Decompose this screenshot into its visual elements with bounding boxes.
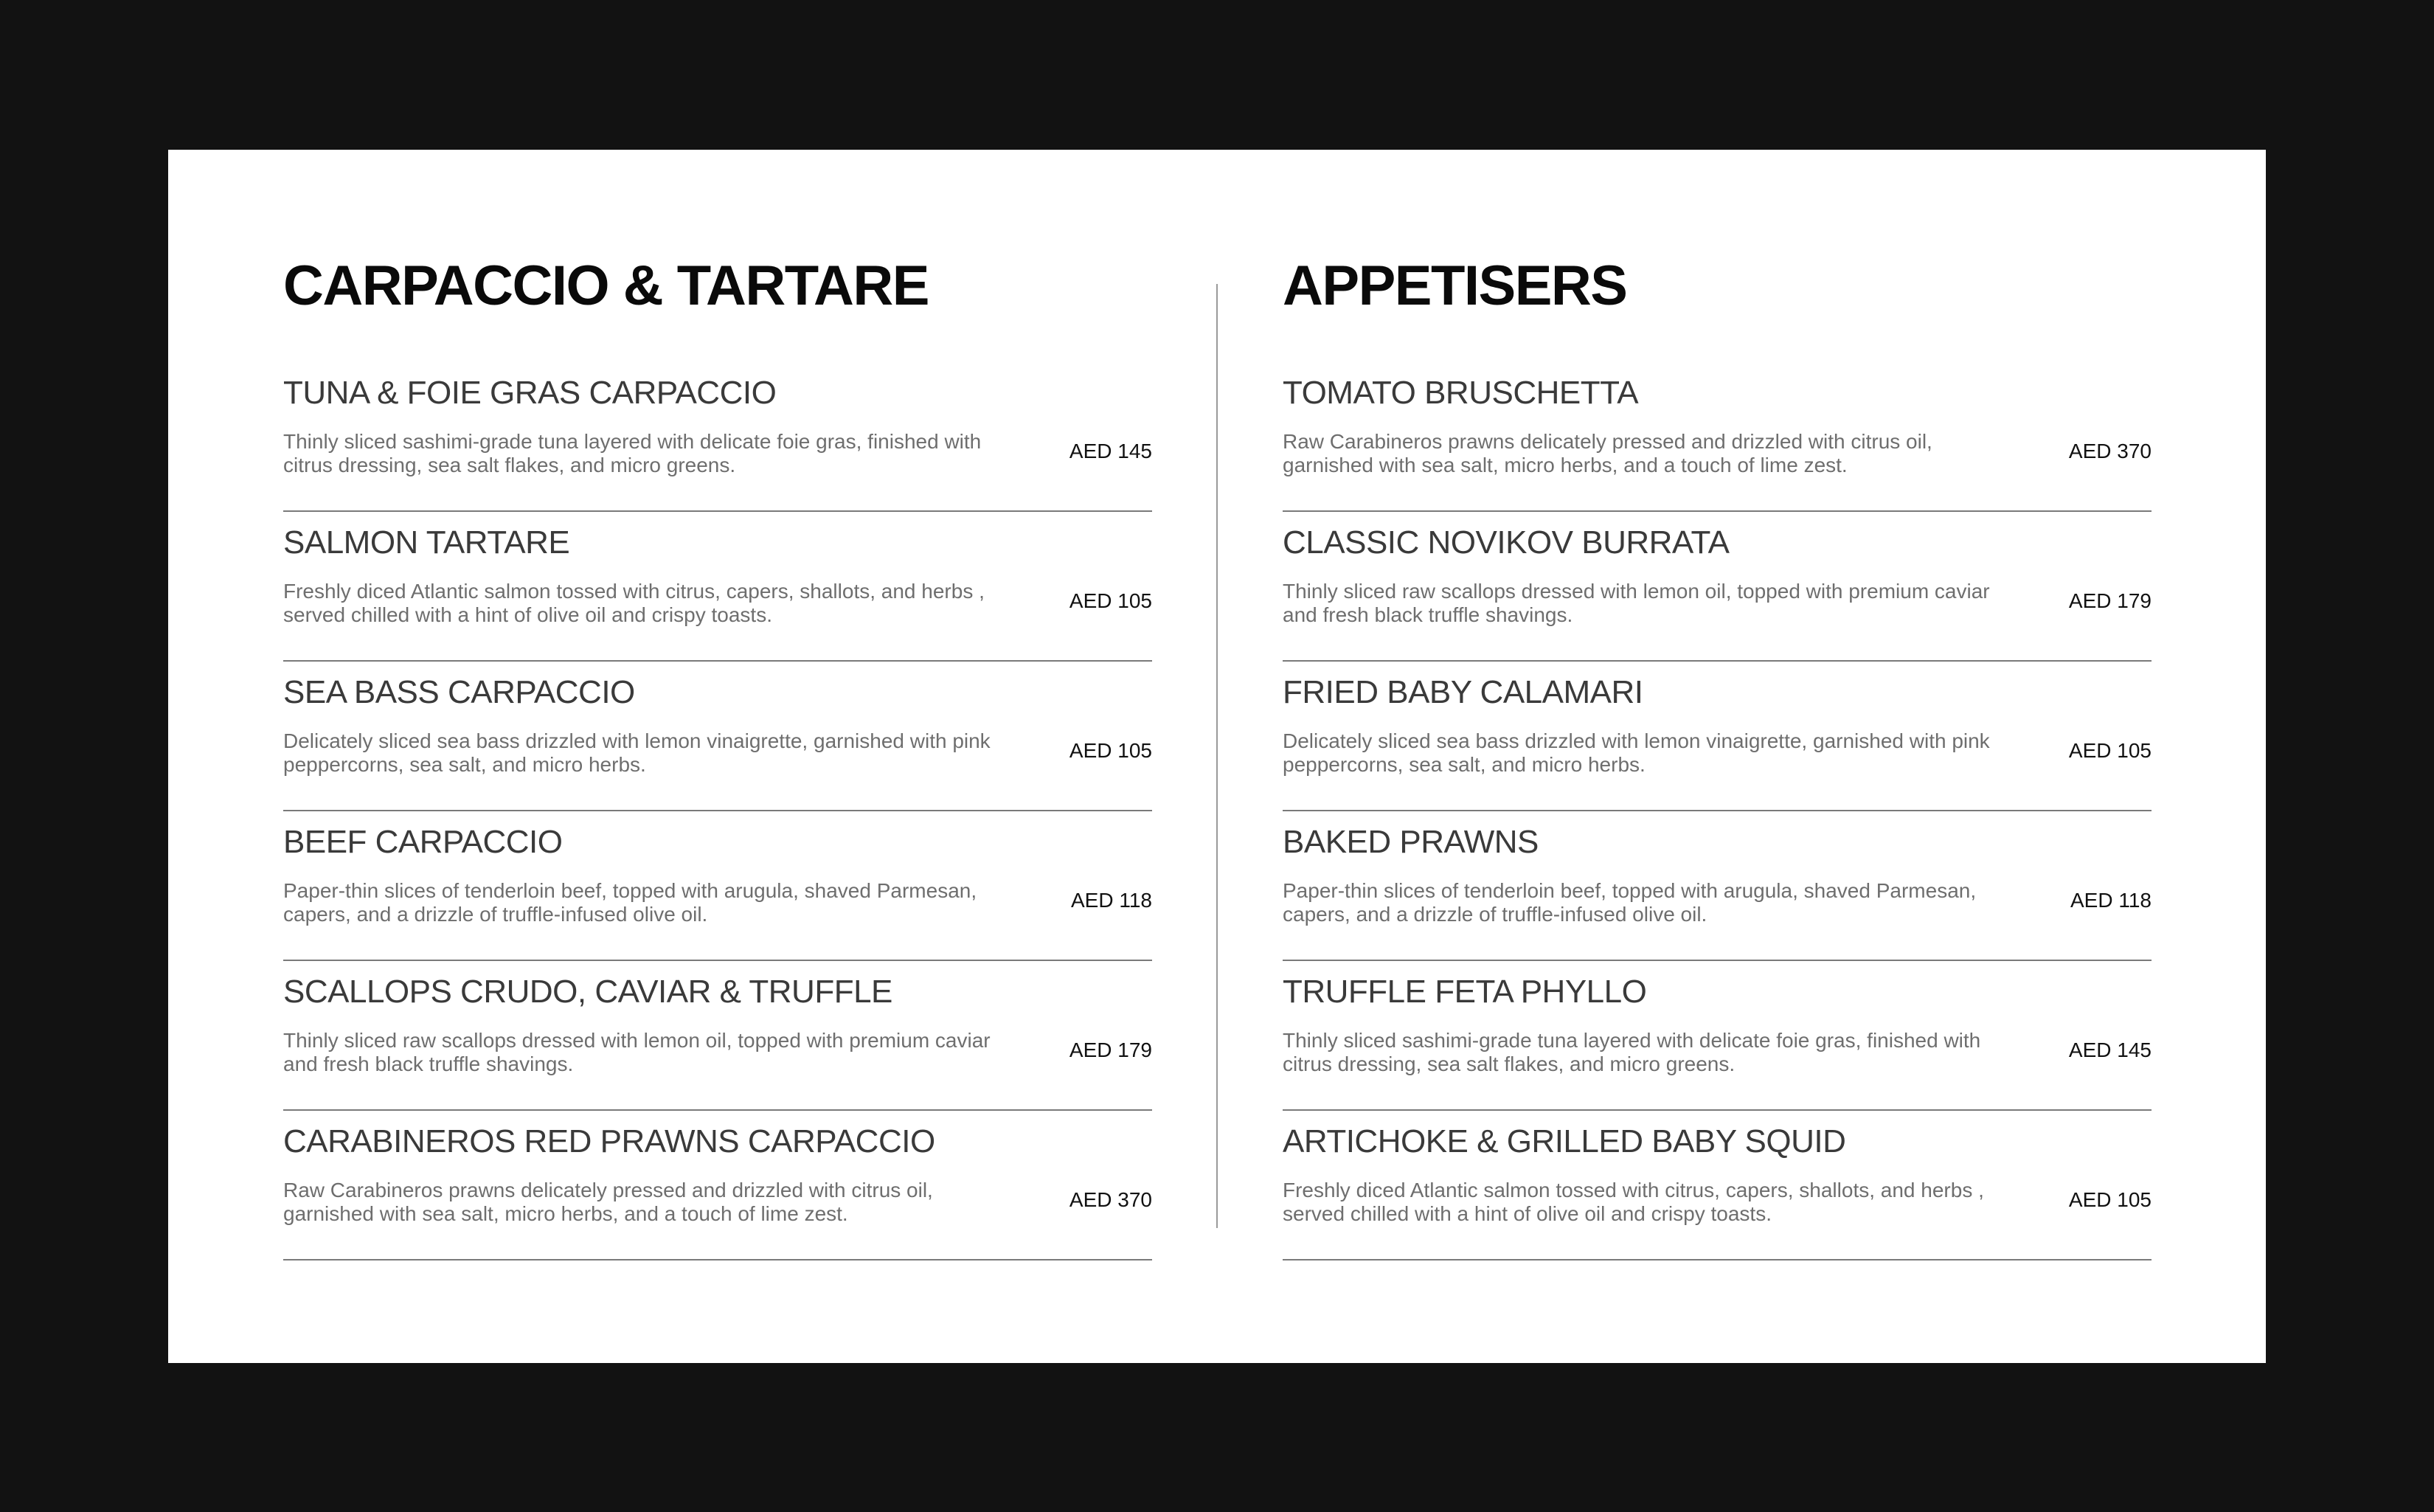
menu-item — [1283, 512, 2152, 662]
item-name: SALMON TARTARE — [283, 524, 570, 561]
item-description: Thinly sliced raw scallops dressed with lemon oil, topped with premium caviar and fresh black truffle shavings. — [283, 1029, 991, 1075]
section-title: APPETISERS — [1283, 254, 1627, 317]
item-price: AED 370 — [1069, 1188, 1152, 1211]
item-description: Raw Carabineros prawns delicately pressed and drizzled with citrus oil, garnished with sea salt, micro herbs, and a touch of lime zest. — [283, 1179, 933, 1225]
item-name: CLASSIC NOVIKOV BURRATA — [1283, 524, 1730, 561]
item-name: BEEF CARPACCIO — [283, 824, 563, 860]
item-name: TRUFFLE FETA PHYLLO — [1283, 974, 1647, 1010]
menu-item — [1283, 662, 2152, 811]
menu-item — [283, 512, 1152, 662]
item-name: BAKED PRAWNS — [1283, 824, 1539, 860]
item-description: Paper-thin slices of tenderloin beef, topped with arugula, shaved Parmesan, capers, and a drizzle of truffle-infused olive oil. — [1283, 879, 1977, 926]
item-name: FRIED BABY CALAMARI — [1283, 674, 1643, 710]
item-description: Thinly sliced raw scallops dressed with lemon oil, topped with premium caviar and fresh black truffle shavings. — [1283, 580, 1990, 626]
item-name: ARTICHOKE & GRILLED BABY SQUID — [1283, 1123, 1846, 1159]
item-description: Thinly sliced sashimi-grade tuna layered with delicate foie gras, finished with citrus dressing, sea salt flakes, and micro greens. — [283, 430, 982, 476]
menu-item — [1283, 362, 2152, 512]
menu-item — [1283, 961, 2152, 1111]
item-name: SCALLOPS CRUDO, CAVIAR & TRUFFLE — [283, 974, 892, 1010]
item-price: AED 145 — [2068, 1038, 2152, 1061]
menu-item — [1283, 811, 2152, 961]
item-description: Freshly diced Atlantic salmon tossed with citrus, capers, shallots, and herbs , served chilled with a hint of olive oil and crispy toasts. — [1283, 1179, 1984, 1225]
item-price: AED 105 — [1069, 589, 1152, 612]
item-description: Freshly diced Atlantic salmon tossed with citrus, capers, shallots, and herbs , served chilled with a hint of olive oil and crispy toasts. — [283, 580, 985, 626]
item-description: Delicately sliced sea bass drizzled with lemon vinaigrette, garnished with pink peppercorns, sea salt, and micro herbs. — [283, 729, 991, 776]
item-description: Raw Carabineros prawns delicately pressed and drizzled with citrus oil, garnished with sea salt, micro herbs, and a touch of lime zest. — [1283, 430, 1932, 476]
item-name: SEA BASS CARPACCIO — [283, 674, 635, 710]
item-price: AED 179 — [2068, 589, 2152, 612]
item-description: Thinly sliced sashimi-grade tuna layered with delicate foie gras, finished with citrus dressing, sea salt flakes, and micro greens. — [1283, 1029, 1981, 1075]
column-divider — [1216, 284, 1218, 1228]
item-description: Delicately sliced sea bass drizzled with lemon vinaigrette, garnished with pink peppercorns, sea salt, and micro herbs. — [1283, 729, 1990, 776]
item-price: AED 105 — [2068, 739, 2152, 762]
item-price: AED 105 — [2068, 1188, 2152, 1211]
item-price: AED 118 — [1071, 889, 1152, 912]
menu-item — [283, 811, 1152, 961]
item-price: AED 145 — [1069, 440, 1152, 462]
menu-item — [1283, 1111, 2152, 1260]
menu-card — [168, 150, 2266, 1363]
item-name: TOMATO BRUSCHETTA — [1283, 375, 1639, 411]
item-name: TUNA & FOIE GRAS CARPACCIO — [283, 375, 777, 411]
item-price: AED 179 — [1069, 1038, 1152, 1061]
item-price: AED 105 — [1069, 739, 1152, 762]
item-price: AED 370 — [2068, 440, 2152, 462]
menu-item-list — [1283, 362, 2152, 1260]
menu-item — [283, 662, 1152, 811]
menu-item-list — [283, 362, 1152, 1260]
section-title: CARPACCIO & TARTARE — [283, 254, 929, 317]
item-price: AED 118 — [2070, 889, 2152, 912]
menu-item — [283, 1111, 1152, 1260]
menu-item — [283, 362, 1152, 512]
item-name: CARABINEROS RED PRAWNS CARPACCIO — [283, 1123, 935, 1159]
item-description: Paper-thin slices of tenderloin beef, topped with arugula, shaved Parmesan, capers, and a drizzle of truffle-infused olive oil. — [283, 879, 977, 926]
menu-item — [283, 961, 1152, 1111]
